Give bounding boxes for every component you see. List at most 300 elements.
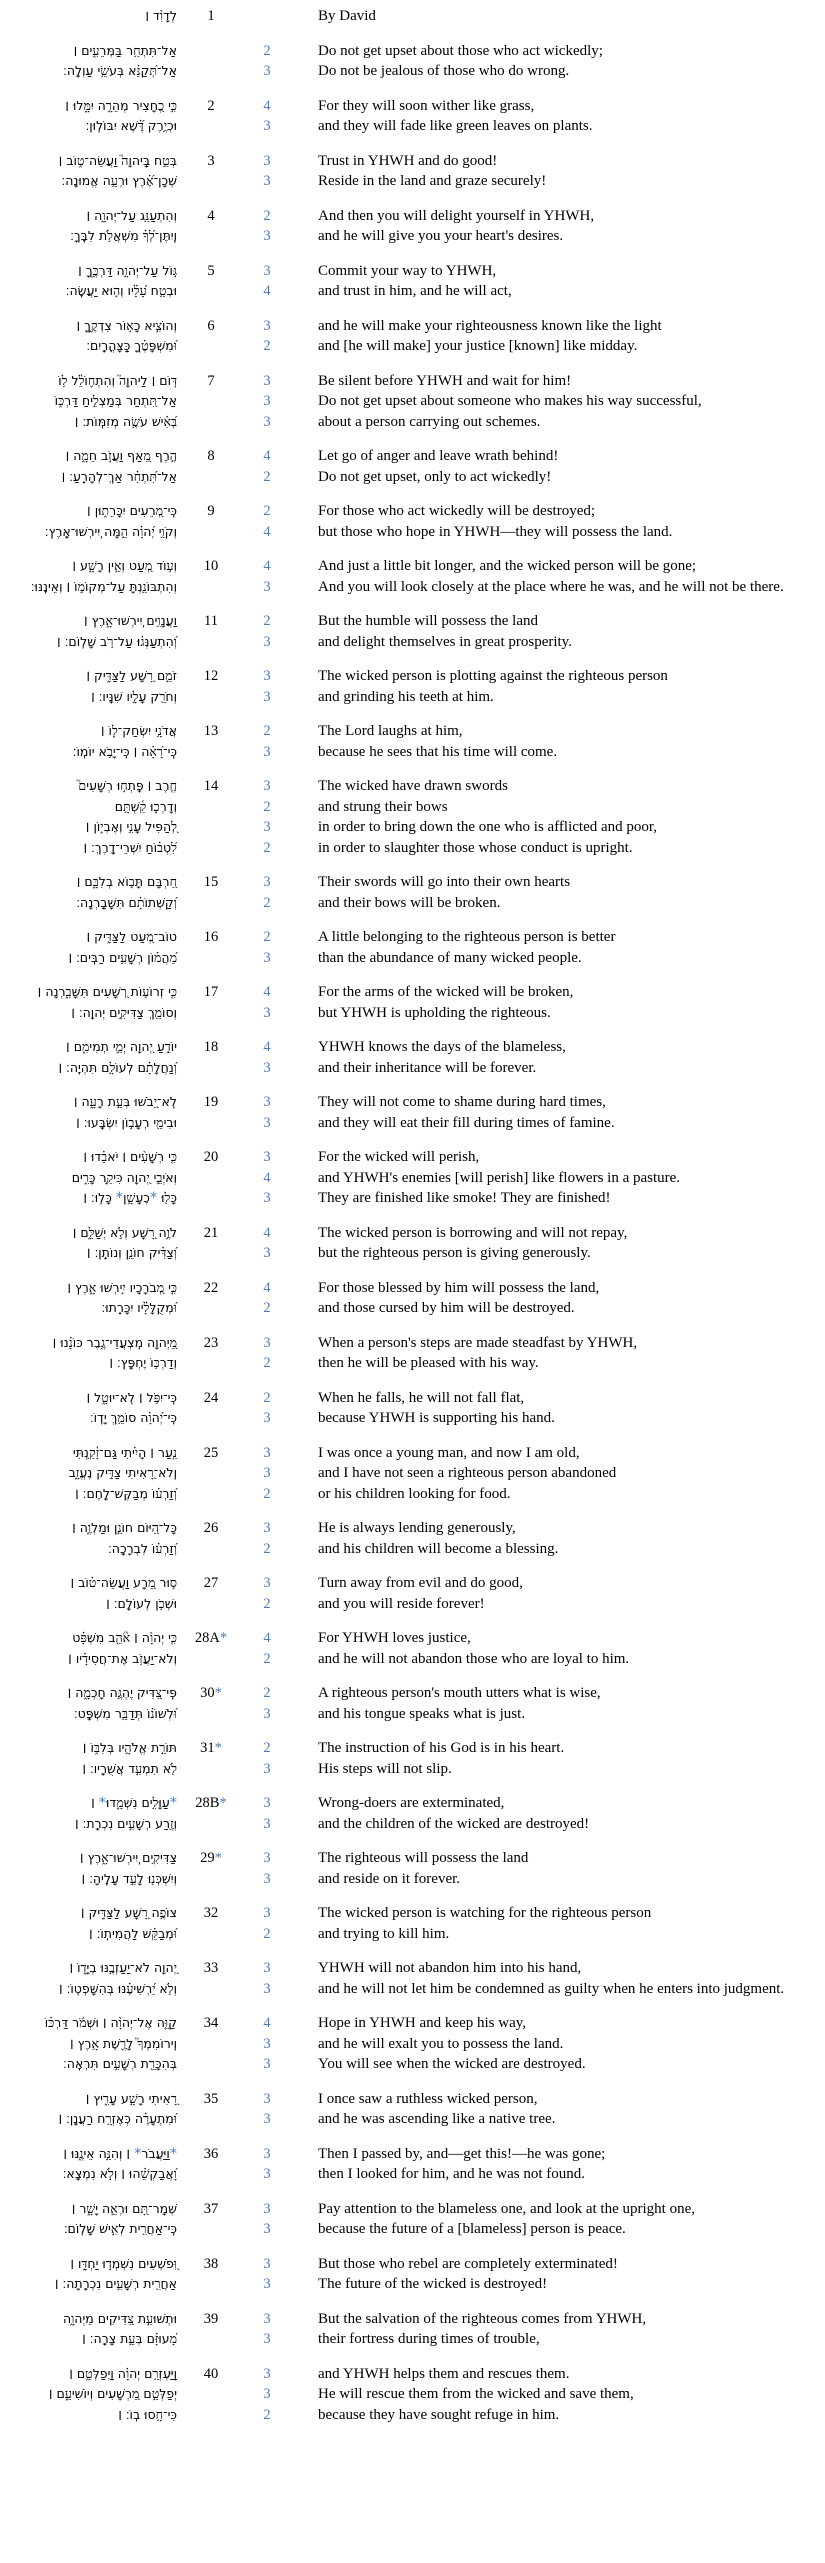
verse-block [0,2089,825,2130]
english-translation: and he will give you your heart's desires. [318,228,564,244]
english-translation: I once saw a ruthless wicked person, [318,2090,538,2107]
english-translation: But the humble will possess the land [318,613,538,629]
verse-spacer [0,2185,825,2199]
accent-count: 4 [263,1224,271,1241]
verse-spacer [0,652,825,666]
accent-count: 3 [263,874,271,890]
verse-block [0,2364,825,2426]
hebrew-text: מֵ֝הֲמ֗וֹן רְשָׁעִ֥ים רַבִּֽים׃ ׀ [68,949,177,965]
english-translation: and YHWH helps them and rescues them. [318,2365,570,2382]
hebrew-text: יְפַלְּטֵ֣ם מֵ֭רְשָׁעִים וְיוֹשִׁיעֵ֑ם ׀ [48,2386,177,2401]
verse-block [0,261,825,302]
accent-count: 3 [263,819,271,835]
verse-spacer [0,1944,825,1958]
english-translation: and he will make your righteousness known like the light [318,317,662,334]
verse-line [0,261,825,282]
verse-block [0,1848,825,1889]
accent-count: 3 [263,1795,271,1811]
verse-spacer [0,1429,825,1443]
verse-spacer [0,302,825,316]
verse-spacer [0,2350,825,2364]
verse-number: 12 [203,668,219,684]
verse-line [0,982,825,1003]
verse-line [0,632,825,653]
verse-spacer [0,82,825,96]
english-translation: and I have not seen a righteous person abandoned [318,1465,617,1481]
verse-block [0,96,825,137]
verse-spacer [0,1614,825,1628]
hebrew-text: כִּ֤י רְשָׁעִ֨ים ׀ יֹאבֵ֗דוּ ׀ [83,1149,177,1164]
verse-line [0,1924,825,1945]
english-translation: than the abundance of many wicked people. [318,949,582,966]
verse-line [0,2364,825,2385]
verse-reorder-marker: * [214,1685,222,1701]
verse-block [0,151,825,192]
accent-count: 3 [263,63,271,79]
verse-line [0,666,825,687]
english-translation: and YHWH's enemies [will perish] like flowers in a pasture. [318,1169,681,1186]
hebrew-text: וַֽיַּעְזְרֵ֥ם יְהוָ֗ה וַֽיְפַלְּטֵ֑ם ׀ [69,2365,177,2381]
verse-number: 10 [203,558,219,574]
verse-number: 26 [203,1520,219,1536]
verse-line [0,1037,825,1058]
accent-count: 4 [263,1039,271,1055]
english-translation: I was once a young man, and now I am old, [318,1444,580,1461]
english-translation: about a person carrying out schemes. [318,413,541,430]
accent-count: 2 [263,894,271,911]
accent-count: 2 [263,1925,271,1942]
verse-block [0,1037,825,1078]
hebrew-text: הֶ֣רֶף מֵ֭אַף וַעֲזֹ֣ב חֵמָ֑ה ׀ [65,448,177,463]
hebrew-text: אַל־תִּ֝תְחַ֗ר אַךְ־לְהָרֵֽעַ׃ ׀ [61,468,177,484]
accent-count: 3 [263,1334,271,1351]
hebrew-text: *וַיַּעֲבֹר* ׀ וְהִנֵּ֣ה אֵינֶ֑נּוּ ׀ [63,2145,177,2162]
english-translation: The Lord laughs at him, [318,723,463,739]
accent-count: 2 [263,207,271,224]
verse-line [0,611,825,632]
accent-count: 2 [263,929,271,945]
verse-line [0,1003,825,1024]
accent-count: 3 [263,152,271,169]
verse-block [0,721,825,762]
verse-number: 34 [203,2015,219,2031]
verse-line [0,776,825,797]
hebrew-text: בְּטַ֣ח בַּֽיהוָה֮ וַעֲשֵׂה־ט֑וֹב ׀ [58,152,177,168]
verse-line [0,2089,825,2110]
english-translation: The wicked person is plotting against the righteous person [318,668,668,684]
english-translation: Hope in YHWH and keep his way, [318,2015,527,2031]
verse-spacer [0,1133,825,1147]
english-translation: then I looked for him, and he was not found. [318,2166,586,2182]
verse-number: 29* [200,1850,222,1866]
verse-line [0,2164,825,2185]
english-translation: YHWH will not abandon him into his hand, [318,1960,582,1976]
verse-spacer [0,1023,825,1037]
hebrew-text: זֹמֵ֣ם רָ֭שָׁע לַצַּדִּ֑יק ׀ [86,668,177,683]
verse-number: 22 [203,1279,219,1296]
hebrew-text: וְיִֽתֶּן־לְ֝ךָ֗ מִשְׁאֲלֹ֥ת לִבֶּֽךָ׃ [70,228,177,243]
hebrew-text: וּ֝מְבַקֵּ֗שׁ לַהֲמִיתֽוֹ׃ ׀ [89,1925,177,1941]
hebrew-text: וָ֝אֲבַקְשֵׁ֗הוּ ׀ וְלֹ֣א נִמְצָֽא׃ [62,2166,177,2181]
english-translation: Do not be jealous of those who do wrong. [318,63,570,79]
accent-count: 3 [263,2166,271,2182]
verse-line [0,1092,825,1113]
english-translation: and they will eat their fill during times of famine. [318,1114,615,1131]
verse-block [0,611,825,652]
english-translation: Turn away from evil and do good, [318,1575,523,1591]
hebrew-text: גּ֣וֹל עַל־יְהוָ֣ה דַּרְכֶּ֑ךָ ׀ [78,262,177,278]
english-translation: but those who hope in YHWH—they will possess the land. [318,523,673,540]
english-translation: When a person's steps are made steadfast by YHWH, [318,1334,638,1351]
verse-line [0,1738,825,1759]
verse-number: 21 [203,1224,219,1241]
verse-reorder-marker: * [214,1740,222,1756]
accent-count: 2 [263,1389,271,1406]
accent-count: 3 [263,1870,271,1887]
verse-number: 23 [203,1334,219,1351]
accent-count: 3 [263,1960,271,1976]
qere-asterisk-marker: * [169,1795,177,1811]
english-translation: By David [318,8,376,24]
hebrew-text: כָּל־הַ֭יּוֹם חוֹנֵ֣ן וּמַלְוֶ֑ה ׀ [72,1520,177,1535]
english-translation: Then I passed by, and—get this!—he was gone; [318,2145,606,2162]
verse-line [0,1979,825,2000]
verse-number: 20 [203,1149,219,1165]
english-translation: A righteous person's mouth utters what is wise, [318,1685,601,1701]
verse-line [0,1573,825,1594]
qere-asterisk-marker: * [98,1795,106,1811]
accent-count: 4 [263,1169,271,1186]
hebrew-text: אַל־תִּ֭תְחַר בְּמַצְלִ֣יחַ דַּרְכּ֑וֹ [54,393,177,408]
hebrew-text: לֹוֶ֣ה רָ֭שָׁע וְלֹ֣א יְשַׁלֵּ֑ם ׀ [72,1224,177,1240]
accent-count: 4 [263,1630,271,1646]
hebrew-text: לְדָוִ֨ד ׀ [145,8,177,23]
hebrew-text: וְֽלֹא־רָ֭אִיתִי צַדִּ֣יק נֶעֱזָ֑ב [68,1465,177,1480]
accent-count: 3 [263,317,271,334]
verse-line [0,371,825,392]
accent-count: 3 [263,2111,271,2127]
verse-line [0,577,825,598]
verse-line [0,721,825,742]
hebrew-text: כִּ֤י יְהוָ֨ה ׀ אֹ֘הֵ֤ב מִשְׁפָּ֗ט [72,1630,177,1645]
verse-block [0,1333,825,1374]
verse-line [0,206,825,227]
accent-count: 3 [263,1245,271,1261]
verse-line [0,2054,825,2075]
verse-number: 7 [207,372,215,389]
accent-count: 3 [263,1850,271,1866]
accent-count: 3 [263,2255,271,2272]
verse-spacer [0,247,825,261]
accent-count: 3 [263,668,271,684]
accent-count: 3 [263,413,271,430]
verse-line [0,1388,825,1409]
hebrew-text: כִּֽי־אַחֲרִ֖ית לְאִ֣ישׁ שָׁלֽוֹם׃ [63,2221,177,2236]
verse-line [0,391,825,412]
hebrew-text: כִּֽי־יְ֝הוָ֗ה סוֹמֵ֥ךְ יָדֽוֹ׃ [89,1410,177,1425]
hebrew-text: פִּֽי־צַ֭דִּיק יֶהְגֶּ֣ה חָכְמָ֑ה ׀ [67,1685,177,1700]
english-translation: because they have sought refuge in him. [318,2406,560,2423]
verse-block [0,1958,825,1999]
verse-block [0,6,825,27]
verse-number: 39 [203,2310,219,2327]
english-translation: and [he will make] your justice [known] like midday. [318,338,638,354]
verse-line [0,2199,825,2220]
accent-count: 4 [263,558,271,574]
verse-line [0,2405,825,2426]
accent-count: 2 [263,1685,271,1701]
verse-block [0,1628,825,1669]
verse-spacer [0,2130,825,2144]
hebrew-text: מֵ֭יְהוָה מִֽצְעֲדֵי־גֶ֥בֶר כּוֹנָ֗נוּ ׀ [52,1334,177,1350]
verse-line [0,226,825,247]
verse-block [0,1092,825,1133]
hebrew-text: וְ֝נַחֲלָתָ֗ם לְעוֹלָ֥ם תִּהְיֶֽה׃ ׀ [58,1059,177,1075]
accent-count: 3 [263,778,271,794]
verse-line [0,2384,825,2405]
english-translation: Let go of anger and leave wrath behind! [318,448,559,464]
accent-count: 2 [263,1740,271,1756]
hebrew-text: חַ֭רְבָּם תָּב֣וֹא בְלִבָּ֑ם ׀ [76,874,177,889]
accent-count: 3 [263,1905,271,1921]
verse-block [0,41,825,82]
verse-block [0,371,825,433]
accent-count: 2 [263,1650,271,1667]
hebrew-text: תּוֹרַ֣ת אֱלֹהָ֣יו בְּלִבּ֑וֹ ׀ [82,1740,177,1755]
english-translation: For the wicked will perish, [318,1149,480,1165]
accent-count: 3 [263,1059,271,1076]
qere-asterisk-marker: * [134,2145,142,2162]
verse-line [0,2219,825,2240]
hebrew-text: כִּ֣י כֶ֭חָצִיר מְהֵרָ֣ה יִמָּ֑לוּ ׀ [65,97,177,113]
verse-block [0,501,825,542]
verse-block [0,1388,825,1429]
english-translation: Wrong-doers are exterminated, [318,1795,505,1811]
accent-count: 3 [263,1004,271,1021]
verse-spacer [0,1209,825,1223]
hebrew-text: וַעֲנָוִ֥ים יִֽירְשׁוּ־אָ֑רֶץ ׀ [84,613,177,628]
english-translation: But those who rebel are completely exterminated! [318,2255,618,2272]
english-translation: They will not come to shame during hard times, [318,1094,606,1110]
accent-count: 3 [263,578,271,595]
hebrew-text: לִ֝טְב֗וֹחַ יִשְׁרֵי־דָֽרֶךְ׃ ׀ [83,839,177,855]
english-translation: Do not get upset about someone who makes his way successful, [318,393,702,409]
english-translation: and you will reside forever! [318,1595,485,1612]
accent-count: 3 [263,1705,271,1722]
english-translation: because YHWH is supporting his hand. [318,1410,555,1426]
verse-line [0,927,825,948]
english-translation: because the future of a [blameless] person is peace. [318,2221,626,2237]
accent-count: 3 [263,1094,271,1110]
verse-line [0,336,825,357]
english-translation: or his children looking for food. [318,1485,511,1502]
verse-line [0,6,825,27]
english-translation: The future of the wicked is destroyed! [318,2276,548,2292]
english-translation: And you will look closely at the place where he was, and he will not be there. [318,578,784,595]
hebrew-text: כִּ֤י זְרוֹע֣וֹת רְ֭שָׁעִים תִּשָּׁבַ֑רְנָה ׀ [37,984,177,999]
verse-spacer [0,1724,825,1738]
accent-count: 2 [263,1485,271,1502]
verse-line [0,1113,825,1134]
accent-count: 2 [263,1595,271,1612]
qere-asterisk-marker: * [169,2145,177,2162]
english-translation: and his tongue speaks what is just. [318,1705,526,1722]
verse-line [0,1683,825,1704]
english-translation: For those blessed by him will possess the land, [318,1279,600,1296]
verse-block [0,927,825,968]
verse-line [0,61,825,82]
hebrew-text: וְקֹוֵ֥י יְ֝הוָ֗ה הֵ֣מָּה יִֽירְשׁוּ־אָֽרֶץ׃ [44,523,177,539]
hebrew-text: כִּֽי־רָ֝אָ֗ה ׀ כִּֽי־יָבֹ֥א יוֹמֽוֹ׃ [72,743,177,759]
accent-count: 2 [263,723,271,739]
verse-number: 25 [203,1444,219,1461]
verse-spacer [0,542,825,556]
verse-line [0,2034,825,2055]
verse-line [0,1649,825,1670]
verse-number: 27 [203,1575,219,1591]
english-translation: His steps will not slip. [318,1760,452,1777]
hebrew-text: לֹ֖א תִמְעַ֣ד אֲשֻׁרָֽיו׃ ׀ [82,1760,177,1776]
verse-number: 28A* [194,1630,228,1646]
verse-spacer [0,27,825,41]
verse-number: 32 [203,1905,219,1921]
accent-count: 4 [263,283,271,299]
hebrew-text: וְע֣וֹד מְ֭עַט וְאֵ֣ין רָשָׁ֑ע ׀ [72,558,177,573]
verse-line [0,1408,825,1429]
verse-number: 3 [207,152,215,169]
verse-line [0,1168,825,1189]
verse-line [0,281,825,302]
english-translation: and he will not abandon those who are loyal to him. [318,1650,630,1667]
verse-number: 1 [207,8,215,24]
accent-count: 3 [263,2386,271,2402]
english-translation: A little belonging to the righteous person is better [318,929,616,945]
accent-count: 4 [263,1279,271,1296]
english-translation: For those who act wickedly will be destroyed; [318,503,596,519]
verse-number: 5 [207,262,215,279]
english-translation: The wicked person is watching for the righteous person [318,1905,652,1921]
accent-count: 3 [263,1575,271,1591]
hebrew-text: וּ֝לְשׁוֹנ֗וֹ תְּדַבֵּ֥ר מִשְׁפָּֽט׃ [73,1705,177,1721]
english-translation: Commit your way to YHWH, [318,262,497,279]
accent-count: 2 [263,1540,271,1557]
hebrew-text: וְזֶ֖רַע רְשָׁעִ֣ים נִכְרָֽת׃ ׀ [74,1815,177,1831]
accent-count: 3 [263,633,271,650]
verse-number: 28B* [195,1795,227,1811]
hebrew-text: וְלֹ֥א יַ֝רְשִׁיעֶ֗נּוּ בְּהִשָּׁפְטֽוֹ׃ ׀ [59,1980,177,1996]
accent-count: 3 [263,262,271,279]
accent-count: 3 [263,372,271,389]
verse-block [0,666,825,707]
english-translation: Be silent before YHWH and wait for him! [318,372,572,389]
verse-block [0,1443,825,1505]
verse-spacer [0,1504,825,1518]
verse-spacer [0,1834,825,1848]
verse-block [0,2013,825,2075]
accent-count: 3 [263,949,271,966]
hebrew-text: קַוֵּ֤ה אֶל־יְהוָ֨ה ׀ וּשְׁמֹ֬ר דַּרְכּ֗וֹ [44,2015,177,2030]
accent-count: 2 [263,1355,271,1371]
hebrew-text: אַחֲרִ֖ית רְשָׁעִ֣ים נִכְרָֽתָה׃ ׀ [54,2276,177,2291]
hebrew-text: כִּי־חָ֥סוּ בֽוֹ׃ ׀ [118,2406,177,2422]
accent-count: 3 [263,1410,271,1426]
english-translation: Do not get upset about those who act wickedly; [318,42,603,59]
accent-count: 2 [263,503,271,519]
english-translation: Their swords will go into their own hearts [318,874,571,890]
verse-line [0,1484,825,1505]
verse-spacer [0,357,825,371]
english-translation: Reside in the land and graze securely! [318,173,547,189]
hebrew-text: כִּ֣י מְ֭בֹרָכָיו יִ֣ירְשׁוּ אָ֑רֶץ ׀ [67,1279,177,1295]
verse-number: 16 [203,929,219,945]
verse-number: 4 [207,207,215,224]
accent-count: 3 [263,1114,271,1131]
accent-count: 3 [263,1815,271,1832]
accent-count: 4 [263,448,271,464]
accent-count: 3 [263,688,271,705]
verse-block [0,2309,825,2350]
accent-count: 4 [263,984,271,1000]
verse-spacer [0,137,825,151]
verse-number: 18 [203,1039,219,1055]
hebrew-text: וְ֝הִתְעַנְּג֗וּ עַל־רֹ֥ב שָׁלֽוֹם׃ ׀ [57,633,177,649]
hebrew-text: וְחֹרֵ֖ק עָלָ֣יו שִׁנָּֽיו׃ ׀ [91,688,177,704]
accent-count: 3 [263,1760,271,1777]
hebrew-text: בְּ֝אִ֗ישׁ עֹשֶׂ֥ה מְזִמּֽוֹת׃ ׀ [74,413,177,429]
english-translation: and he will exalt you to possess the land. [318,2035,564,2052]
verse-line [0,1223,825,1244]
accent-count: 3 [263,228,271,244]
verse-line [0,467,825,488]
verse-block [0,872,825,913]
verse-block [0,1573,825,1614]
english-translation: then he will be pleased with his way. [318,1355,539,1371]
verse-line [0,1814,825,1835]
verse-block [0,556,825,597]
verse-spacer [0,1374,825,1388]
hebrew-text: אֲדֹנָ֥י יִשְׂחַק־ל֑וֹ ׀ [100,723,177,738]
verse-list [0,6,825,2425]
verse-line [0,1353,825,1374]
verse-line [0,1628,825,1649]
hebrew-text: חֶ֤רֶב ׀ פָּֽתְח֣וּ רְשָׁעִים֮ [78,778,177,793]
verse-number: 31* [200,1740,222,1756]
verse-number: 9 [207,503,215,519]
hebrew-text: צוֹפֶ֣ה רָ֭שָׁע לַצַּדִּ֑יק ׀ [80,1905,177,1920]
verse-line [0,742,825,763]
verse-spacer [0,762,825,776]
verse-block [0,2144,825,2185]
verse-block [0,446,825,487]
verse-number: 11 [204,613,218,629]
qere-asterisk-marker: * [115,1190,124,1206]
hebrew-text: *עַוָּלִ֥ים נִשְׁמָ֑דוּ* ׀ [91,1795,177,1811]
hebrew-text: דּ֤וֹם ׀ לַיהוָה֮ וְהִתְח֪וֹלֵ֫ל ל֥וֹ [58,372,177,388]
accent-count: 3 [263,173,271,189]
verse-spacer [0,192,825,206]
english-translation: YHWH knows the days of the blameless, [318,1039,566,1055]
verse-block [0,1903,825,1944]
english-translation: But the salvation of the righteous comes from YHWH, [318,2310,647,2327]
verse-spacer [0,1999,825,2013]
hebrew-text: לְ֭הַפִּיל עָנִ֣י וְאֶבְי֑וֹן ׀ [85,819,177,834]
verse-number: 15 [203,874,219,890]
english-translation: For the arms of the wicked will be broken, [318,984,574,1000]
verse-line [0,2274,825,2295]
english-translation: For they will soon wither like grass, [318,97,535,114]
verse-line [0,1594,825,1615]
accent-count: 3 [263,1980,271,1997]
